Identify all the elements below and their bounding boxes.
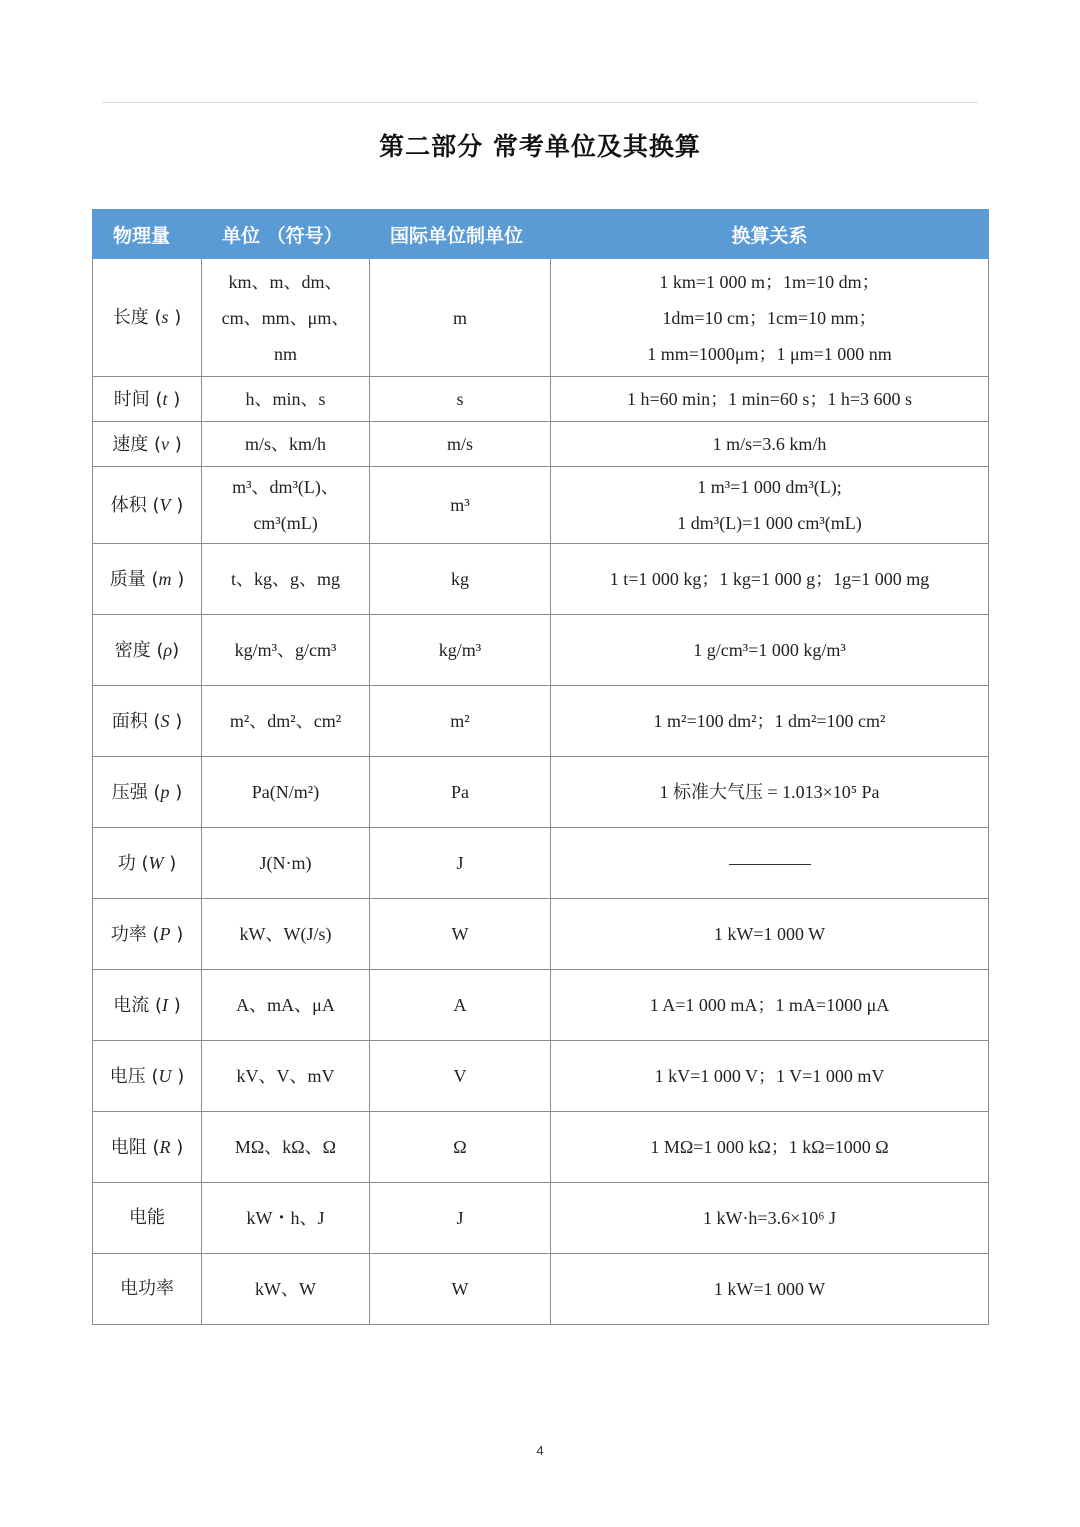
conversion-line: 1 MΩ=1 000 kΩ；1 kΩ=1000 Ω (650, 1137, 889, 1157)
quantity-symbol-close: ) (171, 568, 185, 590)
unit-line: cm、mm、μm、 (221, 307, 350, 328)
quantity-symbol: m (158, 568, 172, 589)
conversion-line: 1 kW·h=3.6×10⁶ J (702, 1208, 837, 1228)
table-row (93, 1183, 989, 1254)
header-rule (102, 102, 978, 103)
cell-si-unit: W (370, 1254, 551, 1325)
table-row (93, 467, 989, 544)
quantity-symbol: t (162, 388, 168, 409)
cell-si-unit: s (370, 377, 551, 422)
cell-quantity (93, 757, 202, 828)
empty-dash (729, 864, 811, 865)
cell-si-unit: m² (370, 686, 551, 757)
quantity-name: 功 ( (117, 852, 149, 874)
quantity-name: 电能 (129, 1207, 165, 1228)
cell-quantity (93, 259, 202, 377)
page-number: 4 (536, 1443, 544, 1458)
cell-units (202, 970, 370, 1041)
cell-conversion (551, 1112, 989, 1183)
table-row (93, 899, 989, 970)
table-row (93, 422, 989, 467)
conversion-line: 1 kW=1 000 W (713, 924, 826, 944)
quantity-name: 长度 ( (112, 307, 162, 328)
cell-units (202, 544, 370, 615)
quantity-name: 电阻 ( (110, 1136, 160, 1158)
unit-line: cm³(mL) (253, 513, 318, 533)
unit-line: kW・h、J (246, 1208, 325, 1228)
cell-quantity (93, 1183, 202, 1254)
cell-conversion (551, 422, 989, 467)
cell-units (202, 757, 370, 828)
header-si-unit: 国际单位制单位 (370, 210, 551, 259)
conversion-line: 1 dm³(L)=1 000 cm³(mL) (677, 513, 862, 533)
unit-line: kW、W (255, 1279, 316, 1299)
cell-si-unit: J (370, 828, 551, 899)
cell-quantity (93, 686, 202, 757)
cell-si-unit: m (370, 259, 551, 377)
unit-line: Pa(N/m²) (251, 782, 320, 802)
cell-units (202, 686, 370, 757)
unit-conversion-table (92, 209, 989, 1325)
unit-line: kg/m³、g/cm³ (234, 640, 337, 660)
quantity-symbol: V (159, 494, 171, 515)
unit-line: m/s、km/h (244, 434, 326, 454)
conversion-line: 1dm=10 cm；1cm=10 mm； (662, 307, 877, 328)
cell-units (202, 828, 370, 899)
quantity-symbol-close: ) (169, 781, 183, 803)
conversion-line: 1 g/cm³=1 000 kg/m³ (693, 640, 846, 660)
conversion-line: 1 m/s=3.6 km/h (712, 434, 827, 454)
cell-quantity (93, 1112, 202, 1183)
cell-si-unit: Ω (370, 1112, 551, 1183)
cell-quantity (93, 1041, 202, 1112)
cell-conversion (551, 615, 989, 686)
cell-conversion (551, 899, 989, 970)
quantity-name: 电功率 (120, 1278, 174, 1299)
table-row (93, 615, 989, 686)
quantity-symbol-close: ) (169, 433, 182, 455)
cell-quantity (93, 1254, 202, 1325)
table-row (93, 970, 989, 1041)
quantity-symbol-close: ) (163, 852, 177, 874)
table-header-row (93, 210, 989, 259)
table-row (93, 259, 989, 377)
page-title: 第二部分 常考单位及其换算 (379, 132, 701, 161)
quantity-name: 压强 ( (111, 781, 161, 803)
quantity-symbol: U (158, 1065, 172, 1086)
cell-conversion (551, 970, 989, 1041)
quantity-symbol-close: ) (167, 388, 181, 410)
table-row (93, 1041, 989, 1112)
quantity-name: 密度 ( (114, 639, 164, 661)
cell-units (202, 377, 370, 422)
unit-line: m²、dm²、cm² (229, 711, 342, 731)
cell-units (202, 1112, 370, 1183)
quantity-symbol: S (160, 710, 170, 731)
cell-conversion (551, 1041, 989, 1112)
table-body (93, 259, 989, 1325)
cell-units (202, 467, 370, 544)
cell-quantity (93, 544, 202, 615)
conversion-line: 1 A=1 000 mA；1 mA=1000 μA (649, 995, 890, 1015)
quantity-symbol-close: ) (170, 923, 184, 945)
cell-conversion (551, 1254, 989, 1325)
cell-units (202, 1254, 370, 1325)
quantity-symbol-close: ) (171, 1065, 185, 1087)
cell-si-unit: kg/m³ (370, 615, 551, 686)
quantity-symbol: s (161, 307, 169, 327)
conversion-line: 1 t=1 000 kg；1 kg=1 000 g；1g=1 000 mg (609, 569, 930, 589)
unit-line: km、m、dm、 (228, 271, 343, 292)
cell-quantity (93, 970, 202, 1041)
quantity-name: 电压 ( (109, 1065, 159, 1087)
cell-quantity (93, 899, 202, 970)
cell-conversion (551, 467, 989, 544)
cell-quantity (93, 377, 202, 422)
quantity-symbol: I (162, 994, 168, 1015)
cell-conversion (551, 1183, 989, 1254)
conversion-line: 1 h=60 min；1 min=60 s；1 h=3 600 s (627, 389, 912, 409)
cell-conversion (551, 757, 989, 828)
conversion-line: 1 km=1 000 m；1m=10 dm； (659, 271, 880, 292)
conversion-line: 1 mm=1000μm；1 μm=1 000 nm (647, 343, 892, 364)
quantity-name: 体积 ( (110, 494, 160, 516)
cell-quantity (93, 615, 202, 686)
quantity-symbol-close: ) (170, 1136, 184, 1158)
cell-quantity (93, 467, 202, 544)
quantity-symbol-close: ) (172, 639, 180, 661)
cell-conversion (551, 544, 989, 615)
cell-quantity (93, 828, 202, 899)
cell-si-unit: m³ (370, 467, 551, 544)
cell-si-unit: kg (370, 544, 551, 615)
quantity-symbol-close: ) (170, 494, 184, 516)
cell-si-unit: V (370, 1041, 551, 1112)
quantity-symbol-close: ) (168, 307, 182, 328)
quantity-name: 电流 ( (113, 994, 162, 1016)
quantity-name: 速度 ( (112, 433, 161, 455)
conversion-line: 1 kW=1 000 W (713, 1279, 826, 1299)
table-row (93, 544, 989, 615)
conversion-line: 1 m³=1 000 dm³(L); (697, 477, 842, 497)
quantity-symbol-close: ) (168, 994, 181, 1016)
quantity-symbol: R (159, 1136, 171, 1157)
cell-si-unit: A (370, 970, 551, 1041)
table-row (93, 686, 989, 757)
quantity-name: 质量 ( (109, 568, 159, 590)
cell-quantity (93, 422, 202, 467)
conversion-line: 1 kV=1 000 V；1 V=1 000 mV (654, 1066, 885, 1086)
cell-units (202, 259, 370, 377)
cell-si-unit: J (370, 1183, 551, 1254)
cell-si-unit: W (370, 899, 551, 970)
unit-line: h、min、s (245, 389, 326, 409)
header-unit-symbol: 单位 （符号） (202, 210, 370, 259)
table-row (93, 1112, 989, 1183)
table-row (93, 828, 989, 899)
table-row (93, 377, 989, 422)
table-row (93, 1254, 989, 1325)
quantity-symbol: P (159, 923, 171, 944)
unit-line: A、mA、μA (236, 995, 335, 1015)
unit-line: t、kg、g、mg (230, 569, 340, 589)
conversion-line: 1 标准大气压 = 1.013×10⁵ Pa (659, 782, 880, 802)
quantity-symbol: p (160, 781, 170, 802)
cell-units (202, 1183, 370, 1254)
unit-line: kV、V、mV (236, 1066, 335, 1086)
quantity-name: 时间 ( (113, 388, 163, 410)
cell-si-unit: m/s (370, 422, 551, 467)
cell-si-unit: Pa (370, 757, 551, 828)
cell-units (202, 422, 370, 467)
cell-conversion (551, 377, 989, 422)
cell-conversion (551, 686, 989, 757)
header-conversion: 换算关系 (551, 210, 989, 259)
cell-units (202, 899, 370, 970)
quantity-symbol: v (161, 433, 169, 454)
quantity-name: 面积 ( (111, 710, 161, 732)
unit-line: MΩ、kΩ、Ω (234, 1137, 337, 1157)
cell-units (202, 1041, 370, 1112)
quantity-symbol: W (148, 852, 164, 873)
table-row (93, 757, 989, 828)
conversion-line: 1 m²=100 dm²；1 dm²=100 cm² (653, 711, 886, 731)
quantity-symbol: ρ (163, 639, 173, 660)
header-quantity: 物理量 (93, 210, 202, 259)
unit-line: J(N·m) (259, 853, 312, 873)
unit-line: nm (273, 343, 297, 364)
quantity-symbol-close: ) (169, 710, 183, 732)
cell-units (202, 615, 370, 686)
quantity-name: 功率 ( (110, 923, 160, 945)
cell-conversion (551, 259, 989, 377)
cell-conversion (551, 828, 989, 899)
unit-line: kW、W(J/s) (239, 924, 332, 944)
unit-line: m³、dm³(L)、 (232, 477, 339, 497)
